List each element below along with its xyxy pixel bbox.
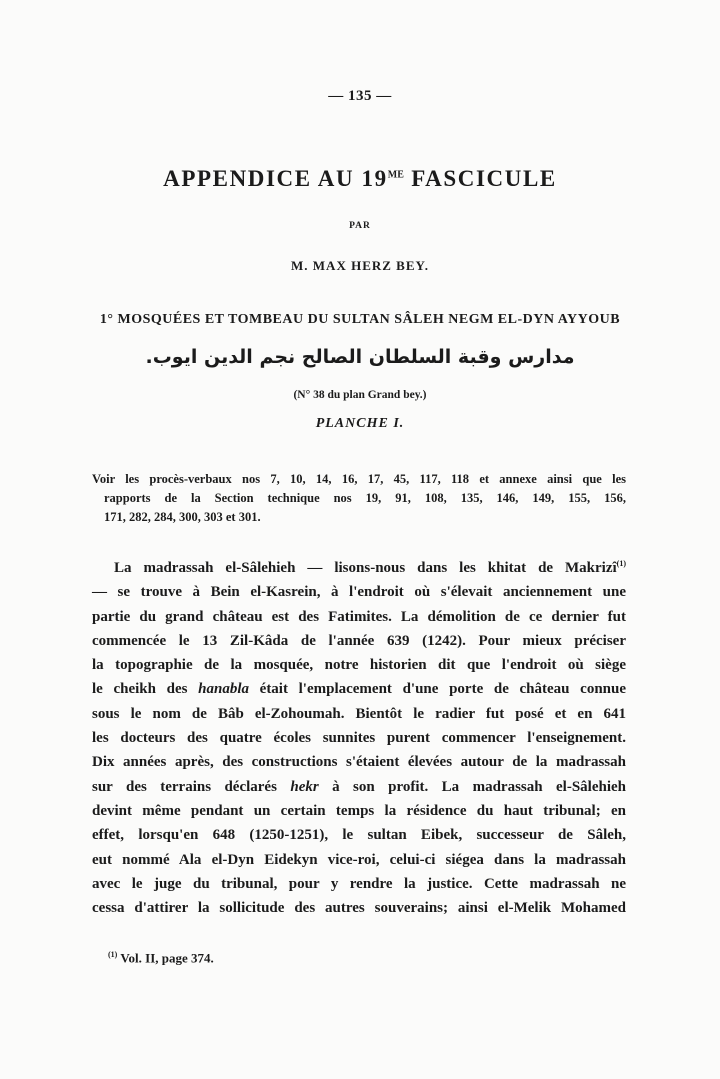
body-line: devint même pendant un certain temps la résidence du haut tribunal; en [92, 802, 626, 819]
body-line: sur des terrains déclarés hekr à son profit. La madrassah el-Sâlehieh [92, 778, 627, 795]
references-note [92, 470, 626, 527]
references-line: 171, 282, 284, 300, 303 et 301. [104, 510, 261, 524]
body-paragraph [92, 552, 626, 920]
body-line: cessa d'attirer la sollicitude des autres souverains; ainsi el-Melik Mohamed [92, 900, 626, 917]
page-number: — 135 — [328, 88, 392, 104]
section-subtitle: 1° MOSQUÉES ET TOMBEAU DU SULTAN SÂLEH NEGM EL-DYN AYYOUB [99, 312, 621, 327]
italic-term: hekr [290, 778, 319, 795]
body-line: partie du grand château est des Fatimites. La démolition de ce dernier fut [92, 608, 626, 625]
arabic-title: مدارس وقبة السلطان الصالح نجم الدين ايوب. [145, 346, 575, 368]
body-line: avec le juge du tribunal, pour y rendre la justice. Cette madrassah ne [92, 875, 626, 892]
footnote [108, 950, 214, 966]
body-line: les docteurs des quatre écoles sunnites purent commencer l'enseignement. [92, 730, 626, 747]
body-line: commencée le 13 Zil-Kâda de l'année 639 (1242). Pour mieux préciser [92, 632, 626, 649]
author: M. MAX HERZ BEY. [291, 258, 429, 273]
references-line: rapports de la Section technique nos 19, 91, 108, 135, 146, 149, 155, 156, [104, 491, 626, 505]
body-line: La madrassah el-Sâlehieh — lisons-nous dans les khitat de Makrizî$^{(1)}$ [114, 559, 626, 576]
title-rest: FASCICULE [403, 166, 557, 191]
body-line: eut nommé Ala el-Dyn Eidekyn vice-roi, celui-ci siégea dans la madrassah [92, 851, 626, 868]
footnote-text: Vol. II, page 374. [120, 950, 214, 966]
italic-term: hanabla [198, 681, 249, 698]
by-line: PAR [349, 221, 371, 231]
title-superscript: ME [387, 169, 404, 181]
page-title [0, 166, 720, 192]
body-line: le cheikh des hanabla était l'emplacement d'une porte de château connue [92, 681, 627, 698]
plan-reference: (N° 38 du plan Grand bey.) [293, 389, 427, 401]
footnote-marker: (1) [108, 950, 118, 959]
references-line: Voir les procès-verbaux nos 7, 10, 14, 16, 17, 45, 117, 118 et annexe ainsi que les [92, 472, 626, 486]
title-main: APPENDICE AU 19 [163, 166, 388, 191]
footnote-reference: (1) [616, 559, 626, 568]
body-line: Dix années après, des constructions s'étaient élevées autour de la madrassah [92, 754, 626, 771]
body-line: — se trouve à Bein el-Kasrein, à l'endroit où s'élevait anciennement une [92, 584, 626, 601]
body-line: la topographie de la mosquée, notre historien dit que l'endroit où siège [92, 657, 626, 674]
body-line: effet, lorsqu'en 648 (1250-1251), le sultan Eibek, successeur de Sâleh, [92, 827, 626, 844]
body-line: sous le nom de Bâb el-Zohoumah. Bientôt le radier fut posé et en 641 [92, 705, 626, 722]
planche-label: PLANCHE I. [315, 416, 405, 431]
